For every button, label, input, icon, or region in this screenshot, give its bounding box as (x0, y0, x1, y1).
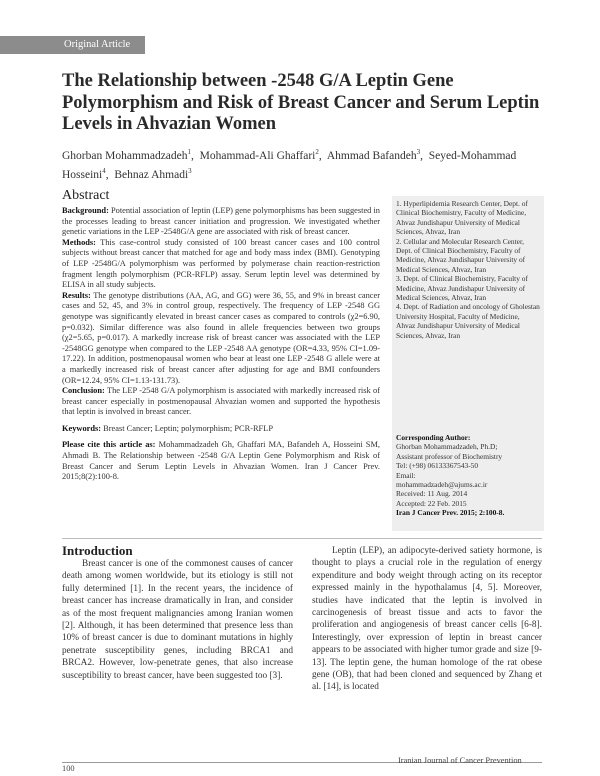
conclusion-text: The LEP -2548 G/A polymorphism is associated with markedly increased risk of breast cancer especially in postmenopausal Ahvazian women and supported the hypothesis that leptin is involved in breast cancer. (62, 386, 380, 417)
intro-left-paragraph: Breast cancer is one of the commonest causes of cancer death among women worldwide, but its etiology is still not fully determined [1]. In the recent years, the incidence of breast cancer has increase dramatically in Iran, and consider as of the most frequent malignancies among Iranian women [2]. Although, it has been determined that presence less than 10% of breast cancer is due to dominant mutations in highly penetrate susceptibility genes, including BRCA1 and BRCA2. However, low-penetrate genes, that also increase susceptibility to breast cancer, have been suggested too [3]. (62, 559, 293, 681)
page-number: 100 (62, 764, 75, 773)
article-title: The Relationship between -2548 G/A Leptin Gene Polymorphism and Risk of Breast Cancer and Serum Leptin Levels in Ahvazian Women (62, 71, 540, 134)
abstract-heading: Abstract (62, 188, 110, 203)
author-affiliation-number: 2 (315, 148, 319, 156)
author-affiliation-number: 3 (188, 166, 192, 175)
results-label: Results: (62, 290, 91, 300)
abstract-background (62, 206, 380, 238)
journal-reference: Iran J Cancer Prev. 2015; 2:100-8. (396, 508, 505, 518)
accepted-date: Accepted: 22 Feb. 2015 (396, 498, 467, 508)
intro-right-paragraph: Leptin (LEP), an adipocyte-derived satiety hormone, is thought to plays a crucial role in the regulation of energy expenditure and body weight through acting on its receptor expressed mainly in the hypothalamus [4, 5]. Moreover, studies have indicated that the leptin is involved in carcinogenesis of breast tissue and acts to favor the proliferation and angiogenesis of breast cancer cells [6-8]. Interestingly, over expression of leptin in breast cancer appears to be associated with higher tumor grade and size [9-13]. The leptin gene, the human homologe of the rat obese gene (OB), that had been cloned and sequenced by Zhang et al. [14], is located (312, 546, 542, 693)
abstract-body (62, 206, 380, 483)
background-text: Potential association of leptin (LEP) gene polymorphisms has been suggested in the processes leading to breast cancer initiation and progression. We investigated whether genetic variations in the LEP -2548G/A gene are associated with risk of breast cancer. (62, 206, 380, 237)
background-label: Background: (62, 206, 109, 215)
introduction-heading: Introduction (62, 543, 133, 558)
section-divider (62, 538, 542, 539)
author-affiliation-number: 3 (416, 148, 421, 156)
corresponding-author-tel: Tel: (+98) 06133367543-50 (396, 461, 479, 471)
intro-right-column (312, 545, 542, 694)
received-date: Received: 11 Aug. 2014 (396, 489, 468, 499)
corresponding-author-email-label: Email: (396, 470, 416, 480)
affiliation-item: 1. Hyperlipidemia Research Center, Dept. of Clinical Biochemistry, Faculty of Medicine, Ahvaz Jundishapur University of Medical Sciences, Ahvaz, Iran (396, 199, 528, 237)
methods-label: Methods: (62, 237, 96, 247)
keywords-label: Keywords: (62, 423, 102, 433)
author-name: Ahmmad Bafandeh (326, 149, 417, 162)
author-list: Ghorban Mohammadzadeh$^1$, Mohammad-Ali Ghaffari$^2$, Ahmmad Bafandeh$^3$, Seyed-Mohammad Hosseini$^4$, Behnaz Ahmadi$^3$ (62, 148, 517, 181)
cite-label: Please cite this article as: (62, 440, 156, 450)
citation (62, 440, 380, 482)
cite-text: Mohammadzadeh Gh, Ghaffari MA, Bafandeh A, Hosseini SM, Ahmadi B. The Relationship between -2548 G/A Leptin Gene Polymorphism and Risk of Breast Cancer and Serum Leptin Levels in Ahvazian Women. Iran J Cancer Prev. 2015;8(2):100-8. (62, 440, 380, 482)
affiliation-sidebar (392, 196, 544, 531)
affiliation-item: 3. Dept. of Clinical Biochemistry, Faculty of Medicine, Ahvaz Jundishapur University of Medical Sciences, Ahvaz, Iran (396, 274, 528, 303)
abstract-methods (62, 238, 380, 291)
author-affiliation-number: 1 (187, 148, 192, 156)
corresponding-author-position: Assistant professor of Biochemistry (396, 451, 503, 461)
conclusion-label: Conclusion: (62, 386, 105, 396)
corresponding-author-label: Corresponding Author: (396, 433, 471, 442)
corresponding-author-name: Ghorban Mohammadzadeh, Ph.D; (396, 442, 498, 452)
intro-left-column (62, 558, 293, 682)
author-name: Ghorban Mohammadzadeh (62, 149, 188, 162)
journal-name: Iranian Journal of Cancer Prevention (398, 756, 522, 765)
corresponding-author-block (396, 433, 542, 518)
keywords-text: Breast Cancer; Leptin; polymorphism; PCR-RFLP (103, 423, 273, 433)
author-name: Behnaz Ahmadi (114, 168, 189, 181)
affiliation-item: 4. Dept. of Radiation and oncology of Gholestan University Hospital, Faculty of Medicine, Ahvaz Jundishapur University of Medical Sciences, Ahvaz, Iran (396, 302, 540, 340)
keywords (62, 424, 380, 435)
author-affiliation-number: 4 (102, 166, 106, 175)
affiliation-item: 2. Cellular and Molecular Research Center, Dept. of Clinical Biochemistry, Faculty of Medicine, Ahvaz Jundishapur University of Medical Sciences, Ahvaz, Iran (396, 236, 526, 274)
corresponding-author-email: mohammadzadeh@ajums.ac.ir (396, 480, 488, 490)
methods-text: This case-control study consisted of 100 breast cancer cases and 100 control subjects without breast cancer that matched for age and body mass index (BMI). Genotyping of LEP -2548G/A polymorphism was performed by polymerase chain reaction-restriction fragment length polymorphism (PCR-RFLP) assay. Serum leptin level was determined by ELISA in all study subjects. (62, 237, 380, 290)
author-name: Mohammad-Ali Ghaffari (199, 149, 316, 162)
results-text: The genotype distributions (AA, AG, and GG) were 36, 55, and 9% in breast cancer cases and 52, 45, and 3% in control group, respectively. The frequency of LEP -2548 GG genotype was significantly elevated in breast cancer cases as compared to controls (χ2=6.90, p=0.032). Similar difference was also found in allele frequencies between two groups (χ2=5.65, p=0.017). A markedly increase risk of breast cancer was associated with the LEP -2548GG genotype when compared to the LEP -2548 AA genotype (OR=4.33, 95% CI=1.09-17.22). In addition, postmenopausal women who bear at least one LEP -2548 G allele were at a markedly increased risk of breast cancer after adjusting for age and BMI confounders (OR=12.24, 95% CI=1.13-131.73). (62, 290, 380, 385)
article-type-tag: Original Article (0, 36, 145, 54)
author-name: Seyed-Mohammad Hosseini (62, 149, 517, 181)
abstract-conclusion (62, 386, 380, 418)
abstract-results (62, 291, 380, 386)
